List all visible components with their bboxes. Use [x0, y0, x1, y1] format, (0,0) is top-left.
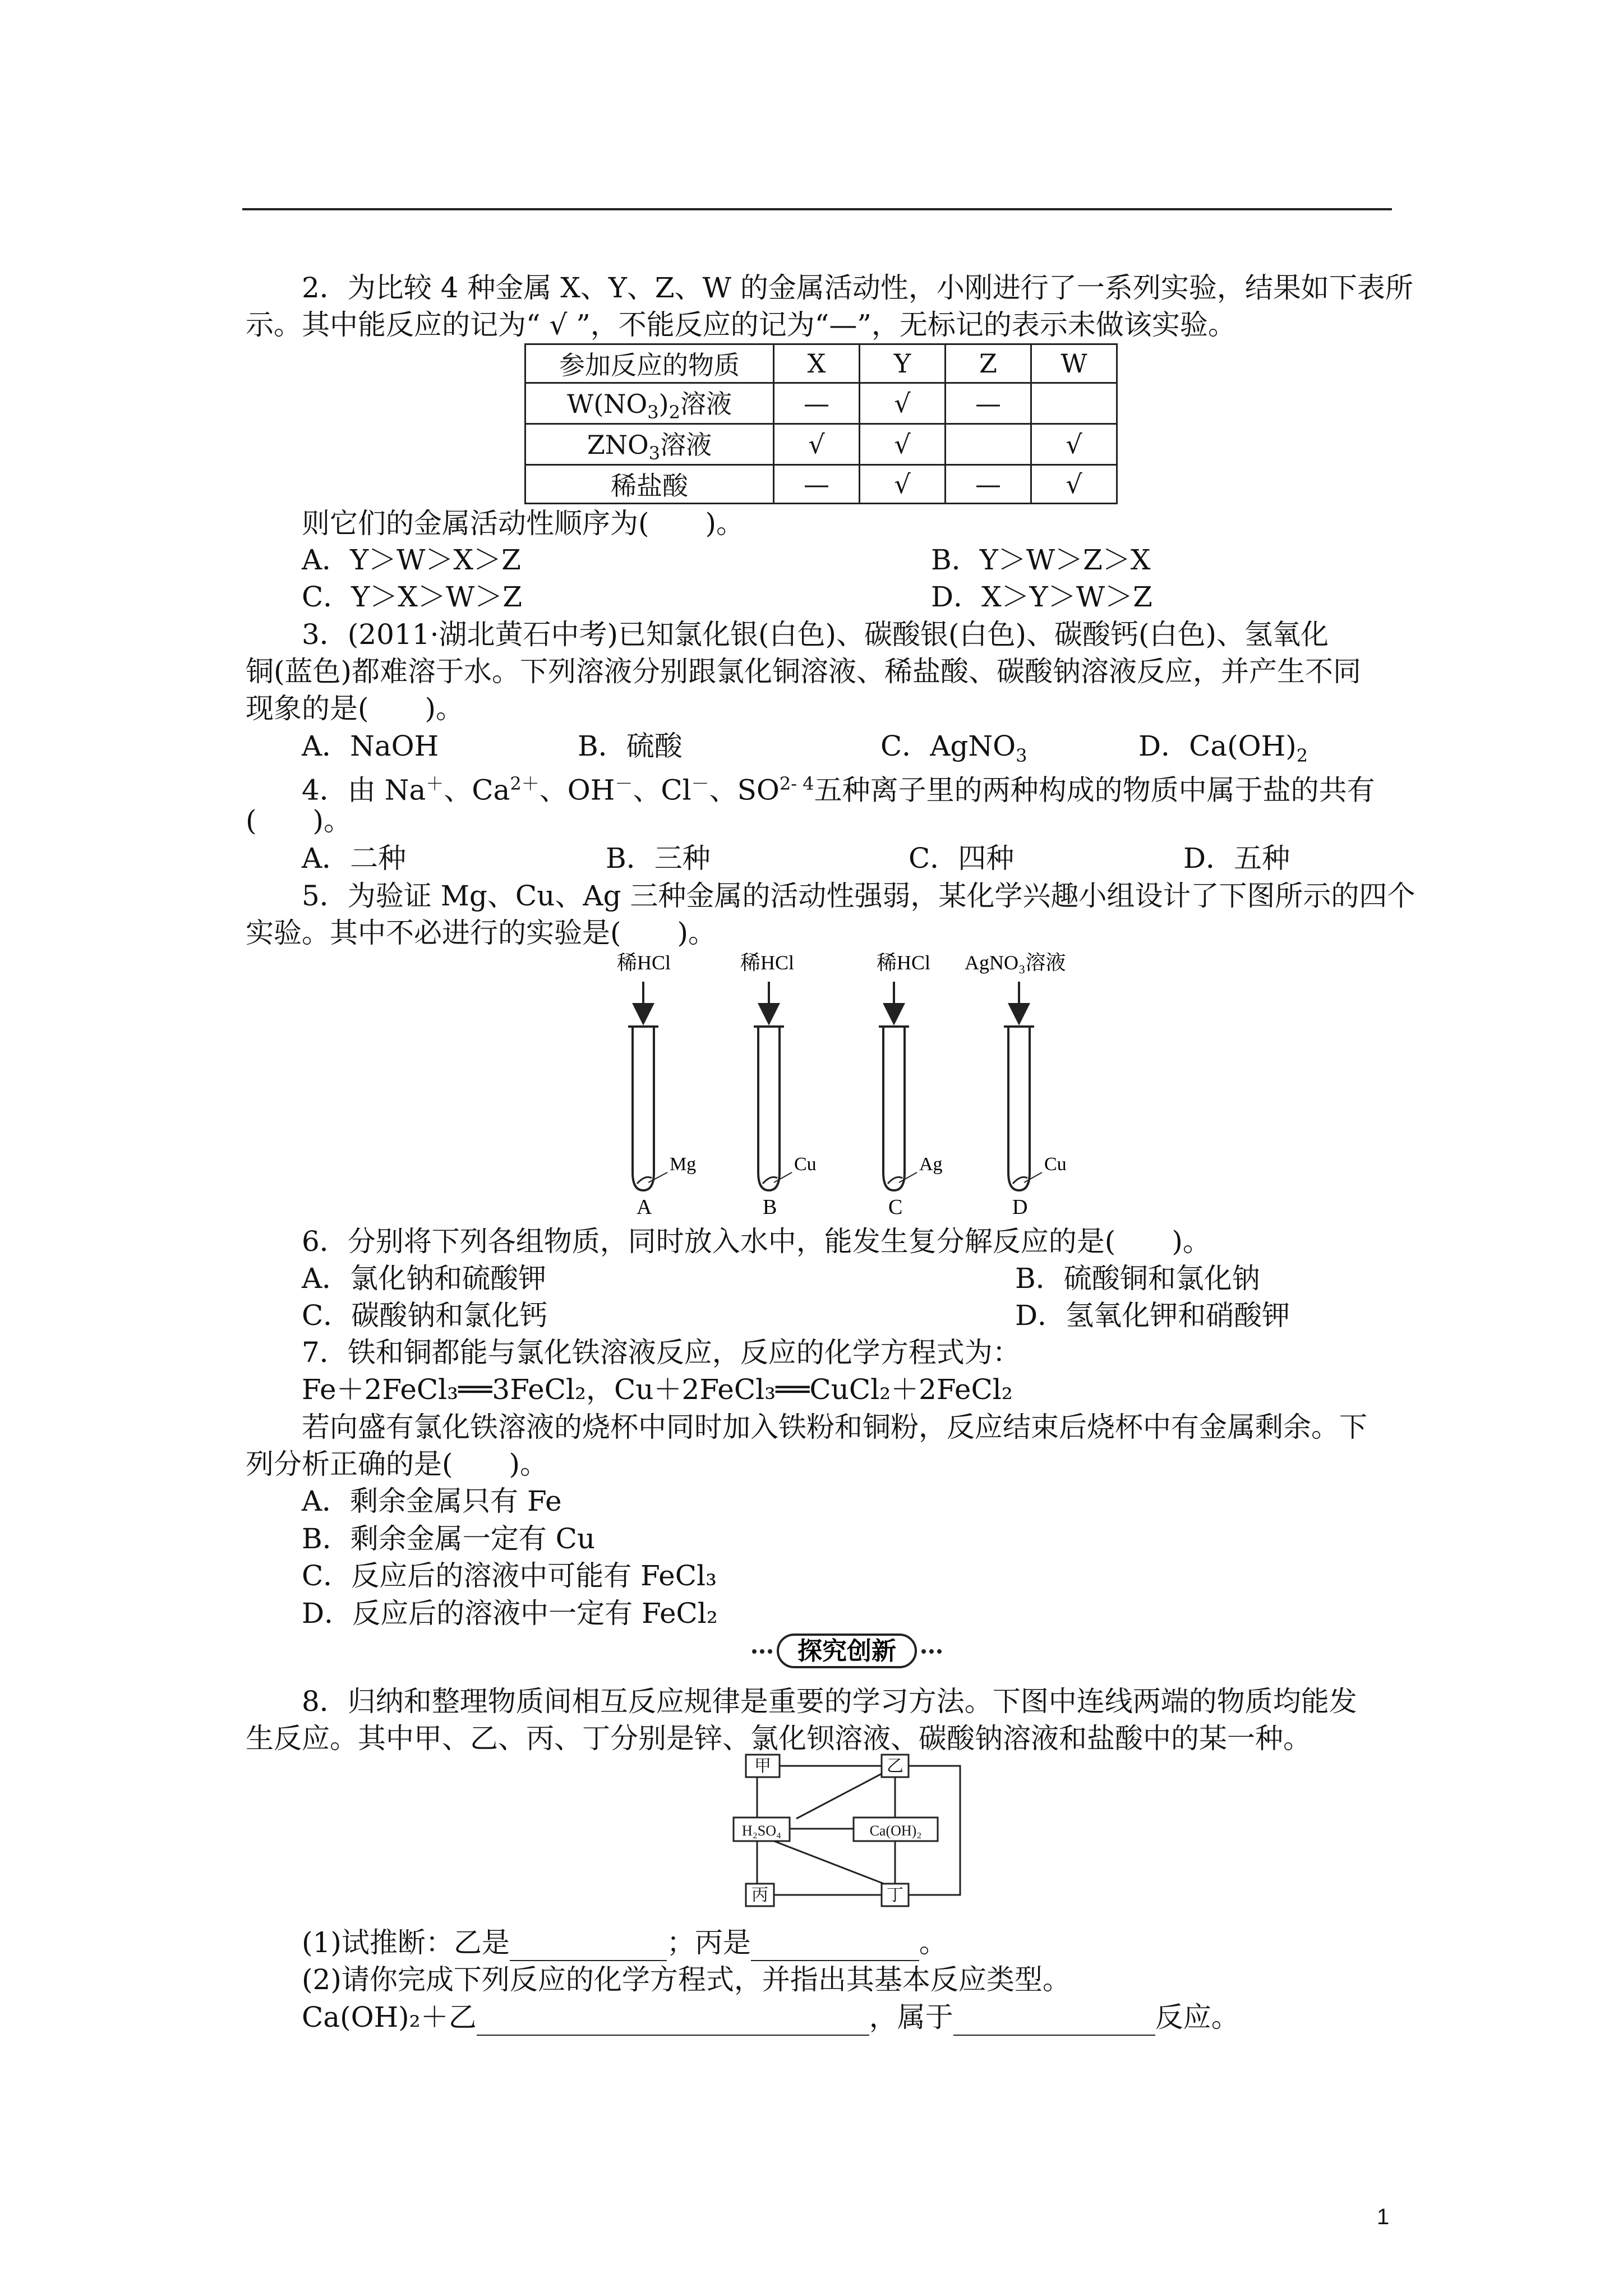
- table-row: [525, 383, 1117, 424]
- table-header-cell: W: [1031, 344, 1117, 383]
- page-number: 1: [1377, 2205, 1390, 2229]
- q3-text-line2: 铜(蓝色)都难溶于水。下列溶液分别跟氯化铜溶液、稀盐酸、碳酸钠溶液反应，并产生不同: [246, 655, 1362, 688]
- node-bing: 丙: [751, 1886, 768, 1904]
- q4-option-b: B．三种: [606, 842, 711, 875]
- table-row: [525, 424, 1117, 465]
- tube-letter: B: [763, 1195, 777, 1217]
- banner-title: 探究创新: [797, 1637, 896, 1665]
- reagent-label: 稀HCl: [877, 951, 931, 974]
- q6-option-d: D．氢氧化钾和硝酸钾: [1015, 1299, 1290, 1332]
- q8-reaction-network-diagram: [729, 1745, 965, 1918]
- table-cell: [946, 424, 1031, 465]
- q8-subquestion-3: Ca(OH)₂＋乙 ，属于 反应。: [302, 1999, 1239, 2036]
- q3-option-a: A．NaOH: [302, 730, 439, 762]
- answer-blank-yi[interactable]: [510, 1932, 667, 1961]
- q8-text-line2: 生反应。其中甲、乙、丙、丁分别是锌、氯化钡溶液、碳酸钠溶液和盐酸中的某一种。: [246, 1722, 1311, 1755]
- table-row-label: $W(NO_3)_2$溶液: [525, 383, 774, 424]
- metal-label: Cu: [1044, 1154, 1067, 1175]
- q7-equation: Fe＋2FeCl₃══3FeCl₂，Cu＋2FeCl₃══CuCl₂＋2FeCl₂: [302, 1373, 1013, 1406]
- q2-reaction-table: [524, 343, 1118, 504]
- table-header-cell: Z: [946, 344, 1031, 383]
- test-tube-d: [965, 951, 1067, 1217]
- q5-test-tube-diagram: [606, 948, 1099, 1217]
- q4-option-a: A．二种: [302, 842, 407, 875]
- table-header-cell: Y: [860, 344, 946, 383]
- q7-option-a: A．剩余金属只有 Fe: [302, 1485, 562, 1517]
- answer-blank-equation[interactable]: [477, 2007, 869, 2036]
- q5-text-line1: 5．为验证 Mg、Cu、Ag 三种金属的活动性强弱，某化学兴趣小组设计了下图所示的四个: [302, 880, 1415, 912]
- q7-option-b: B．剩余金属一定有 Cu: [302, 1522, 596, 1555]
- q2-option-c: C．Y＞X＞W＞Z: [302, 581, 522, 613]
- table-cell: √: [1031, 424, 1117, 465]
- table-cell: —: [774, 383, 860, 424]
- metal-label: Ag: [919, 1154, 943, 1175]
- table-cell: √: [860, 383, 946, 424]
- node-caoh2: Ca(OH)₂: [869, 1823, 922, 1839]
- q2-text-line2: 示。其中能反应的记为“ √ ”，不能反应的记为“—”，无标记的表示未做该实验。: [246, 309, 1236, 341]
- table-header-row: [525, 344, 1117, 383]
- q8-text-line1: 8．归纳和整理物质间相互反应规律是重要的学习方法。下图中连线两端的物质均能发: [302, 1685, 1357, 1718]
- q6-option-c: C．碳酸钠和氯化钙: [302, 1299, 548, 1332]
- reagent-label: AgNO₃溶液: [965, 951, 1066, 974]
- q4-option-d: D．五种: [1183, 842, 1290, 875]
- test-tube-c: [877, 951, 943, 1217]
- table-cell: √: [1031, 465, 1117, 504]
- table-row-label: 稀盐酸: [525, 465, 774, 504]
- node-jia: 甲: [754, 1757, 771, 1775]
- q3-option-d: D．$Ca(OH)_2$: [1138, 730, 1308, 766]
- q7-option-c: C．反应后的溶液中可能有 FeCl₃: [302, 1559, 717, 1592]
- q2-text-line3: 则它们的金属活动性顺序为( )。: [302, 507, 745, 540]
- table-row: [525, 465, 1117, 504]
- table-row-label: $ZNO_3$溶液: [525, 424, 774, 465]
- metal-label: Mg: [670, 1154, 697, 1175]
- q7-option-d: D．反应后的溶液中一定有 FeCl₂: [302, 1597, 718, 1630]
- tube-letter: C: [888, 1195, 903, 1217]
- q3-text-line3: 现象的是( )。: [246, 692, 464, 725]
- table-cell: [1031, 383, 1117, 424]
- q2-option-a: A．Y＞W＞X＞Z: [302, 544, 521, 576]
- table-header-cell: 参加反应的物质: [525, 344, 774, 383]
- table-cell: √: [860, 424, 946, 465]
- q6-option-a: A．氯化钠和硫酸钾: [302, 1262, 547, 1295]
- q4-text-line2: ( )。: [246, 804, 352, 837]
- section-banner: [749, 1631, 945, 1671]
- q3-text-line1: 3．(2011·湖北黄石中考)已知氯化银(白色)、碳酸银(白色)、碳酸钙(白色)、氢氧化: [302, 618, 1329, 651]
- reagent-label: 稀HCl: [617, 951, 671, 974]
- q6-option-b: B．硫酸铜和氯化钠: [1015, 1262, 1260, 1295]
- q2-option-d: D．X＞Y＞W＞Z: [931, 581, 1152, 613]
- q3-option-c: C．AgNO$_3$: [880, 730, 1027, 766]
- table-header-cell: X: [774, 344, 860, 383]
- node-ding: 丁: [887, 1886, 903, 1904]
- metal-label: Cu: [794, 1154, 817, 1175]
- tube-letter: A: [637, 1195, 652, 1217]
- table-cell: √: [774, 424, 860, 465]
- test-tube-a: [617, 951, 696, 1217]
- table-cell: —: [774, 465, 860, 504]
- q7-text-line1: 7．铁和铜都能与氯化铁溶液反应，反应的化学方程式为：: [302, 1336, 1021, 1369]
- header-rule: [242, 208, 1392, 210]
- q4-option-c: C．四种: [909, 842, 1015, 875]
- reagent-label: 稀HCl: [740, 951, 795, 974]
- q3-option-b: B．硫酸: [578, 730, 683, 762]
- test-tube-b: [740, 951, 817, 1217]
- table-cell: —: [946, 383, 1031, 424]
- tube-letter: D: [1012, 1195, 1028, 1217]
- q7-text-line3: 若向盛有氯化铁溶液的烧杯中同时加入铁粉和铜粉，反应结束后烧杯中有金属剩余。下: [302, 1411, 1367, 1443]
- q8-subquestion-2: (2)请你完成下列反应的化学方程式，并指出其基本反应类型。: [302, 1963, 1071, 1996]
- node-h2so4: H₂SO₄: [741, 1823, 782, 1839]
- q6-text-line1: 6．分别将下列各组物质，同时放入水中，能发生复分解反应的是( )。: [302, 1225, 1211, 1258]
- table-cell: —: [946, 465, 1031, 504]
- answer-blank-bing[interactable]: [751, 1932, 919, 1961]
- answer-blank-reaction-type[interactable]: [953, 2007, 1155, 2036]
- q2-text-line1: 2．为比较 4 种金属 X、Y、Z、W 的金属活动性，小刚进行了一系列实验，结果如下表所: [302, 272, 1413, 304]
- q5-text-line2: 实验。其中不必进行的实验是( )。: [246, 917, 717, 949]
- q4-text-line1: 4．由 Na＋、$Ca^{2+}$、OH－、Cl－、SO$^{2- 4}$五种离子里的两种构成的物质中属于盐的共有: [302, 773, 1375, 807]
- node-yi: 乙: [887, 1757, 903, 1775]
- q7-text-line4: 列分析正确的是( )。: [246, 1448, 548, 1480]
- table-cell: √: [860, 465, 946, 504]
- q2-option-b: B．Y＞W＞Z＞X: [931, 544, 1151, 576]
- q8-subquestion-1: (1)试推断：乙是 ；丙是 。: [302, 1924, 947, 1961]
